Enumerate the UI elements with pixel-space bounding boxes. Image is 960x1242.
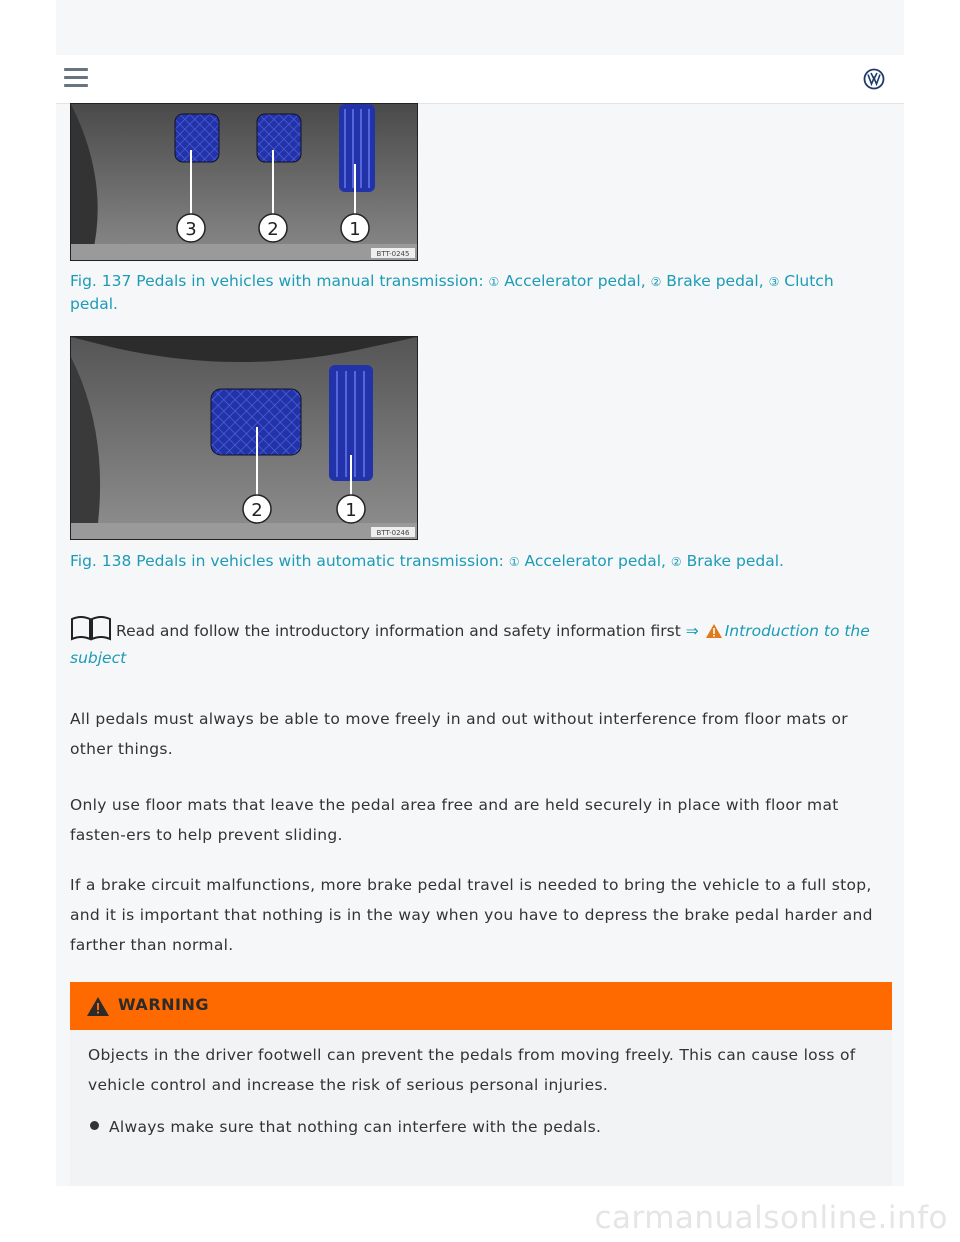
figure-code: BTT-0245 [376, 250, 410, 258]
vw-logo-icon[interactable] [863, 68, 885, 90]
warning-triangle-icon [86, 996, 110, 1017]
intro-link[interactable]: Introduction to the subject [70, 622, 870, 667]
book-icon [70, 616, 112, 642]
top-bar [56, 55, 904, 104]
menu-icon[interactable] [64, 68, 88, 90]
watermark: carmanualsonline.info [594, 1200, 948, 1236]
paragraph-3: If a brake circuit malfunctions, more brake pedal travel is needed to bring the vehicle to a full stop, and it is important that nothing is in the way when you have to depress the brake pedal harder and farther than normal. [70, 876, 873, 954]
figure-code: BTT-0246 [376, 529, 410, 537]
paragraph-1: All pedals must always be able to move freely in and out without interference from floor mats or other things. [70, 710, 848, 758]
callout-2 [259, 214, 287, 242]
warning-box [70, 982, 892, 1186]
callout-2 [243, 495, 271, 523]
figure-138-caption: Fig. 138 Pedals in vehicles with automatic transmission: ① Accelerator pedal, ② Brake pedal. [70, 552, 784, 570]
warning-text: Objects in the driver footwell can prevent the pedals from moving freely. This can cause loss of vehicle control and increase the risk of serious personal injuries. [88, 1046, 856, 1094]
figure-137-caption: Fig. 137 Pedals in vehicles with manual transmission: ① Accelerator pedal, ② Brake pedal, ③ Clutch pedal. [70, 272, 834, 313]
figure-138-image [70, 336, 418, 540]
svg-text:3: 3 [185, 219, 197, 240]
svg-text:1: 1 [349, 219, 361, 240]
callout-1 [341, 214, 369, 242]
warning-header [70, 982, 892, 1030]
warning-triangle-icon [705, 623, 723, 639]
callout-3 [177, 214, 205, 242]
svg-text:2: 2 [251, 500, 263, 521]
warning-title: WARNING [118, 995, 209, 1014]
svg-text:2: 2 [267, 219, 279, 240]
callout-1 [337, 495, 365, 523]
figure-137-image [70, 103, 418, 261]
warning-bullet: Always make sure that nothing can interfere with the pedals. [90, 1112, 870, 1142]
paragraph-2: Only use floor mats that leave the pedal area free and are held securely in place with floor mat fasten-ers to help prevent sliding. [70, 796, 839, 844]
svg-text:1: 1 [345, 500, 357, 521]
intro-note: Read and follow the introductory information and safety information first ⇒ Introduction to the subject [70, 616, 890, 672]
